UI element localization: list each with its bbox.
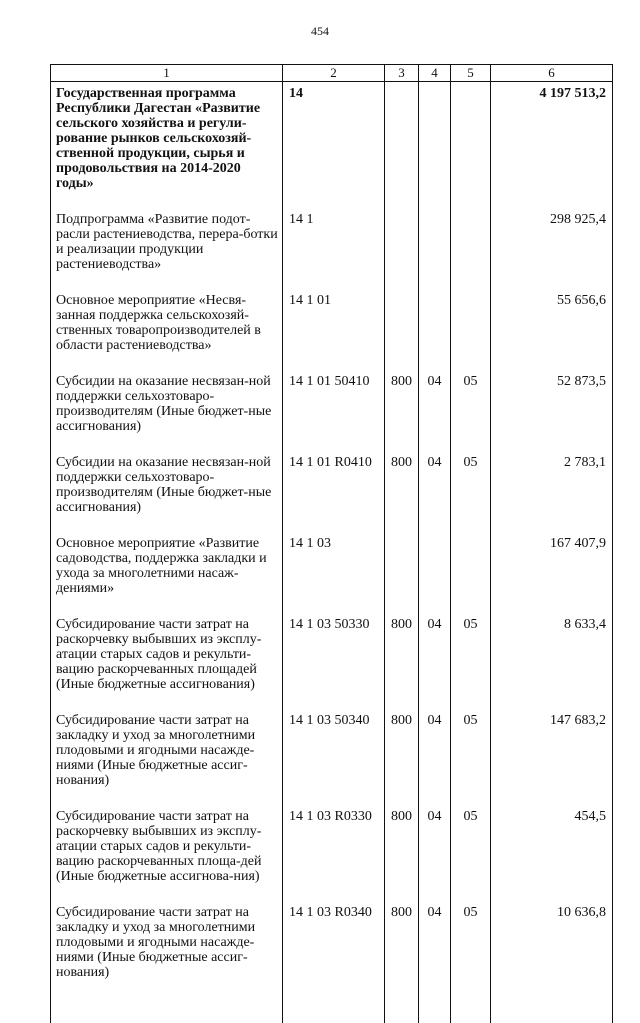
row-amount-cell: 298 925,4 [491, 212, 613, 293]
row-column-5-cell [451, 536, 491, 617]
row-column-5-cell [451, 293, 491, 374]
row-name-cell: Основное мероприятие «Несвя-занная поддержка сельскохозяй-ственных товаропроизводителей в области растениеводства» [51, 293, 283, 374]
row-code-cell: 14 1 03 R0340 [283, 905, 385, 1001]
row-amount-cell: 8 633,4 [491, 617, 613, 713]
row-column-4-cell: 04 [419, 713, 451, 809]
row-name-cell: Субсидирование части затрат на закладку и уход за многолетними плодовыми и ягодными насажде-ниями (Иные бюджетные ассиг-нования) [51, 905, 283, 1001]
row-code-cell: 14 [283, 82, 385, 213]
row-column-5-cell: 05 [451, 809, 491, 905]
row-name-cell: Государственная программа Республики Дагестан «Развитие сельского хозяйства и регули-рование рынков сельскохозяй-ственной продукции, сырья и продовольствия на 2014-2020 годы» [51, 82, 283, 213]
row-column-3-cell: 800 [385, 617, 419, 713]
row-column-5-cell: 05 [451, 617, 491, 713]
header-cell-6: 6 [491, 65, 613, 82]
row-code-cell: 14 1 [283, 212, 385, 293]
table-row [51, 455, 613, 536]
row-name-cell: Субсидирование части затрат на раскорчевку выбывших из эксплу-атации старых садов и рекульти-вацию раскорчеванных площа-дей (Иные бюджетные ассигнова-ния) [51, 809, 283, 905]
row-name-cell: Субсидии на оказание несвязан-ной поддержки сельхозтоваро-производителям (Иные бюджет-ные ассигнования) [51, 374, 283, 455]
table-row [51, 374, 613, 455]
row-column-4-cell [419, 536, 451, 617]
row-column-4-cell: 04 [419, 617, 451, 713]
header-cell-5: 5 [451, 65, 491, 82]
row-column-5-cell [451, 82, 491, 213]
row-code-cell: 14 1 03 R0330 [283, 809, 385, 905]
row-column-3-cell: 800 [385, 374, 419, 455]
row-column-3-cell: 800 [385, 713, 419, 809]
header-cell-1: 1 [51, 65, 283, 82]
row-name-cell: Основное мероприятие «Развитие садоводства, поддержка закладки и ухода за многолетними насаж-дениями» [51, 536, 283, 617]
table-row [51, 82, 613, 213]
header-cell-2: 2 [283, 65, 385, 82]
empty-cell [451, 1001, 491, 1023]
row-amount-cell: 10 636,8 [491, 905, 613, 1001]
row-column-3-cell: 800 [385, 809, 419, 905]
row-amount-cell: 55 656,6 [491, 293, 613, 374]
table-row [51, 809, 613, 905]
header-cell-3: 3 [385, 65, 419, 82]
table-row [51, 617, 613, 713]
row-column-4-cell [419, 212, 451, 293]
row-name-cell: Субсидирование части затрат на раскорчевку выбывших из эксплу-атации старых садов и рекульти-вацию раскорчеванных площадей (Иные бюджетные ассигнования) [51, 617, 283, 713]
row-name-cell: Подпрограмма «Развитие подот-расли растениеводства, перера-ботки и реализации продукции растениеводства» [51, 212, 283, 293]
row-column-3-cell [385, 293, 419, 374]
row-column-3-cell: 800 [385, 455, 419, 536]
row-amount-cell: 454,5 [491, 809, 613, 905]
row-name-cell: Субсидии на оказание несвязан-ной поддержки сельхозтоваро-производителям (Иные бюджет-ные ассигнования) [51, 455, 283, 536]
row-column-5-cell: 05 [451, 905, 491, 1001]
table-continuation [51, 1001, 613, 1023]
row-amount-cell: 4 197 513,2 [491, 82, 613, 213]
row-code-cell: 14 1 01 50410 [283, 374, 385, 455]
row-code-cell: 14 1 03 50330 [283, 617, 385, 713]
table-row [51, 905, 613, 1001]
row-column-4-cell: 04 [419, 455, 451, 536]
empty-cell [419, 1001, 451, 1023]
row-column-5-cell: 05 [451, 455, 491, 536]
row-amount-cell: 167 407,9 [491, 536, 613, 617]
budget-table [50, 64, 613, 1023]
row-code-cell: 14 1 01 [283, 293, 385, 374]
table-row [51, 536, 613, 617]
row-amount-cell: 147 683,2 [491, 713, 613, 809]
row-code-cell: 14 1 01 R0410 [283, 455, 385, 536]
page-number: 454 [0, 24, 640, 39]
row-column-4-cell: 04 [419, 809, 451, 905]
row-column-5-cell: 05 [451, 374, 491, 455]
row-column-4-cell: 04 [419, 374, 451, 455]
row-code-cell: 14 1 03 50340 [283, 713, 385, 809]
empty-cell [491, 1001, 613, 1023]
row-amount-cell: 2 783,1 [491, 455, 613, 536]
row-column-3-cell: 800 [385, 905, 419, 1001]
header-row [51, 65, 613, 82]
row-name-cell: Субсидирование части затрат на закладку и уход за многолетними плодовыми и ягодными насажде-ниями (Иные бюджетные ассиг-нования) [51, 713, 283, 809]
empty-cell [385, 1001, 419, 1023]
empty-cell [51, 1001, 283, 1023]
row-column-5-cell [451, 212, 491, 293]
header-cell-4: 4 [419, 65, 451, 82]
table-row [51, 212, 613, 293]
empty-cell [283, 1001, 385, 1023]
row-amount-cell: 52 873,5 [491, 374, 613, 455]
row-column-4-cell [419, 82, 451, 213]
table-row [51, 293, 613, 374]
row-column-3-cell [385, 82, 419, 213]
row-column-3-cell [385, 212, 419, 293]
table-body [51, 82, 613, 1023]
row-column-5-cell: 05 [451, 713, 491, 809]
row-code-cell: 14 1 03 [283, 536, 385, 617]
row-column-4-cell [419, 293, 451, 374]
row-column-4-cell: 04 [419, 905, 451, 1001]
table-row [51, 713, 613, 809]
row-column-3-cell [385, 536, 419, 617]
